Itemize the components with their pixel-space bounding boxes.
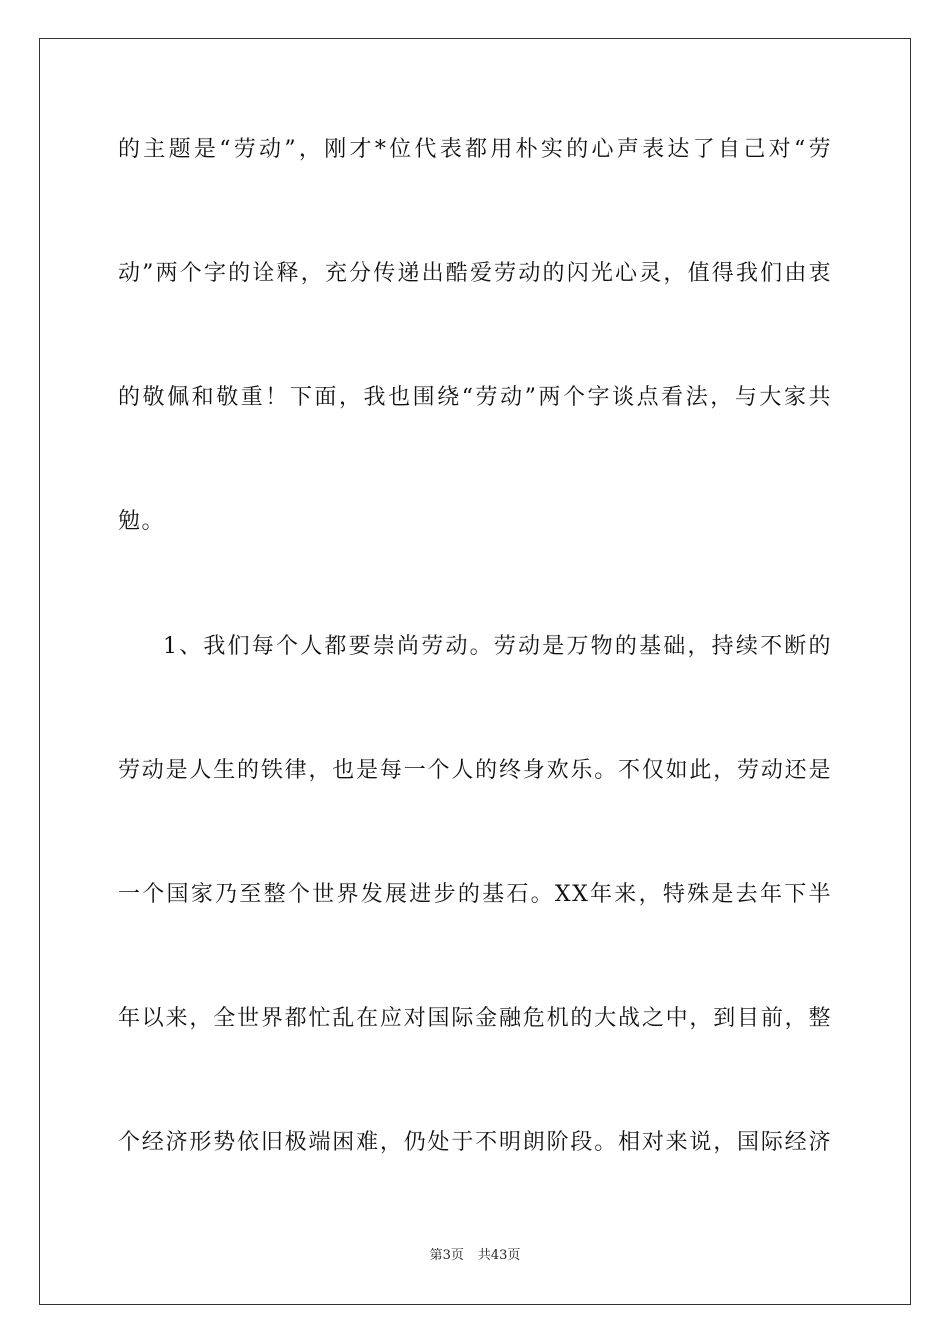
body-text-line: 勉。: [118, 509, 166, 534]
total-pages: 共43页: [477, 1248, 521, 1263]
page-border: [39, 38, 911, 1305]
page-footer: [0, 1247, 950, 1265]
body-text-line: 动”两个字的诠释，充分传递出酷爱劳动的闪光心灵，值得我们由衷: [118, 261, 832, 286]
body-text-line: 劳动是人生的铁律，也是每一个人的终身欢乐。不仅如此，劳动还是: [118, 758, 832, 783]
body-text-line: 的主题是“劳动”，刚才*位代表都用朴实的心声表达了自己对“劳: [118, 137, 832, 162]
body-text-line: 一个国家乃至整个世界发展进步的基石。XX年来，特殊是去年下半: [118, 882, 832, 907]
paragraph-start-line: 1、我们每个人都要崇尚劳动。劳动是万物的基础，持续不断的: [163, 634, 832, 659]
body-text-line: 的敬佩和敬重！下面，我也围绕“劳动”两个字谈点看法，与大家共: [118, 385, 832, 410]
body-text-line: 年以来，全世界都忙乱在应对国际金融危机的大战之中，到目前，整: [118, 1006, 832, 1031]
page-number: 第3页: [429, 1248, 464, 1263]
body-text-line: 个经济形势依旧极端困难，仍处于不明朗阶段。相对来说，国际经济: [118, 1130, 832, 1155]
